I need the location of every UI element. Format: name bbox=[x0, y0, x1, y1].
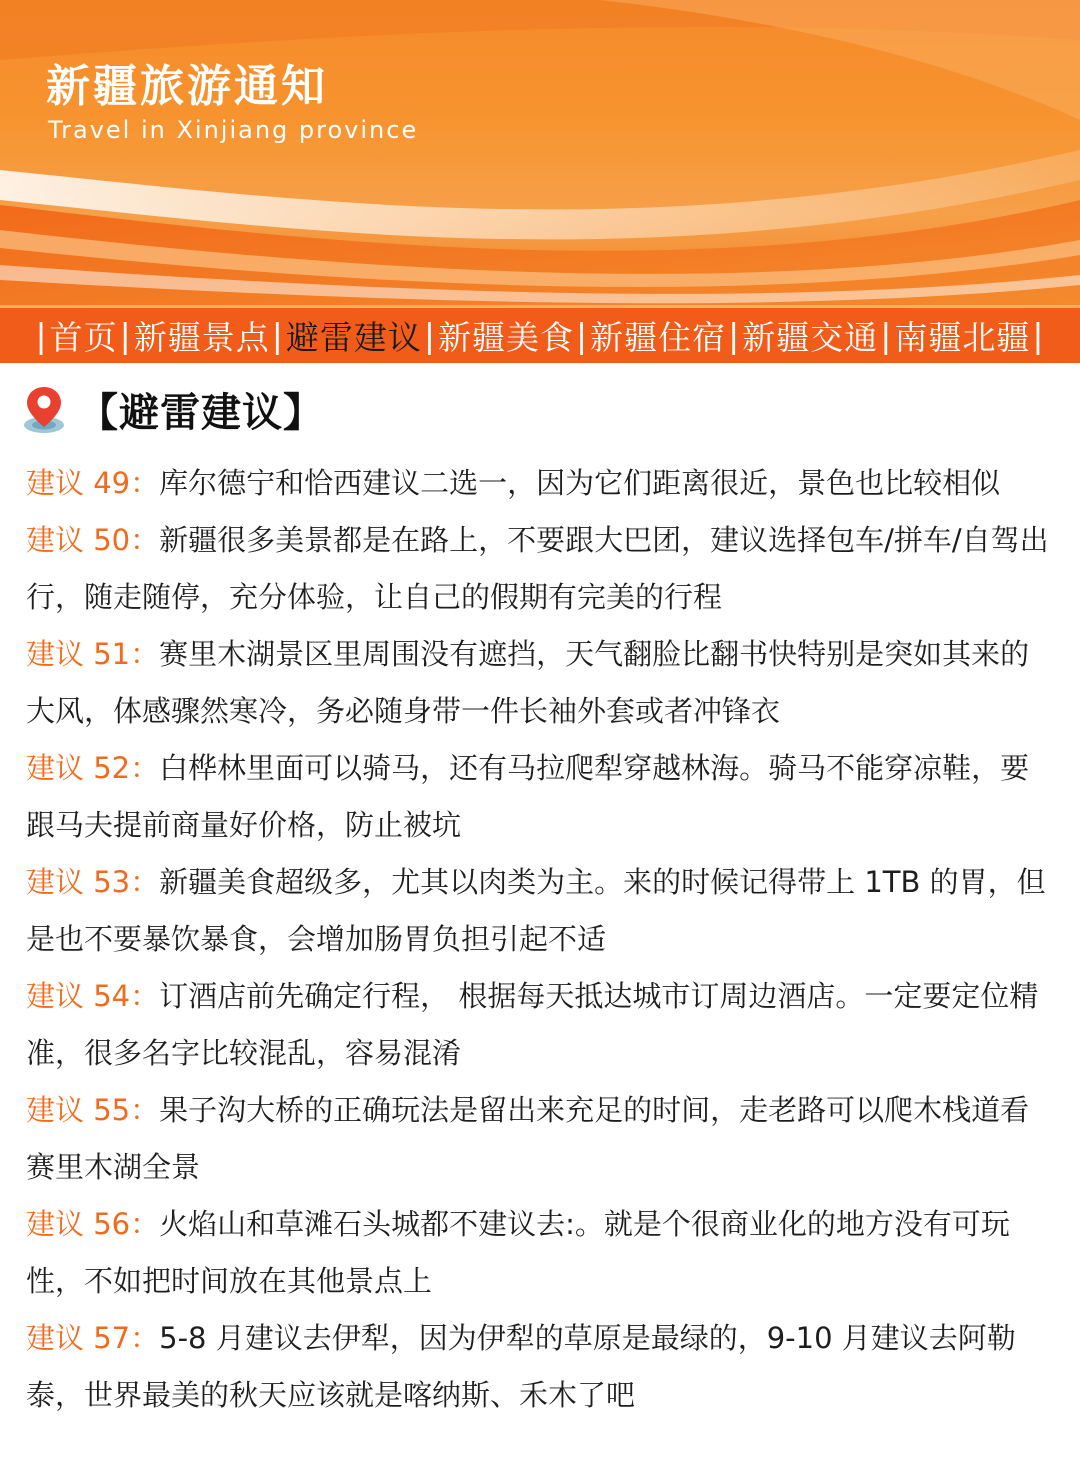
tip-item bbox=[26, 740, 1056, 854]
tip-label: 建议 57： bbox=[26, 1321, 160, 1355]
section-header bbox=[0, 363, 1080, 455]
nav-separator: | bbox=[1032, 316, 1045, 355]
tip-label: 建议 56： bbox=[26, 1207, 160, 1241]
nav-item-food[interactable]: 新疆美食 bbox=[438, 318, 574, 357]
nav-separator: | bbox=[35, 316, 48, 355]
tip-text: 火焰山和草滩石头城都不建议去:。就是个很商业化的地方没有可玩性，不如把时间放在其他景点上 bbox=[26, 1207, 1010, 1298]
banner-subtitle: Travel in Xinjiang province bbox=[48, 116, 419, 144]
tip-item bbox=[26, 854, 1056, 968]
tip-text: 订酒店前先确定行程， 根据每天抵达城市订周边酒店。一定要定位精准，很多名字比较混乱，容易混淆 bbox=[26, 979, 1039, 1070]
tip-text: 新疆很多美景都是在路上，不要跟大巴团，建议选择包车/拼车/自驾出行，随走随停，充分体验，让自己的假期有完美的行程 bbox=[26, 523, 1049, 614]
tip-text: 新疆美食超级多，尤其以肉类为主。来的时候记得带上 1TB 的胃，但是也不要暴饮暴食，会增加肠胃负担引起不适 bbox=[26, 865, 1046, 956]
nav-item-lodging[interactable]: 新疆住宿 bbox=[590, 318, 727, 357]
tip-label: 建议 50： bbox=[26, 523, 160, 557]
tips-list bbox=[0, 455, 1080, 1424]
nav-item-attractions[interactable]: 新疆景点 bbox=[133, 318, 270, 357]
tip-item bbox=[26, 1310, 1056, 1424]
tip-text: 赛里木湖景区里周围没有遮挡，天气翻脸比翻书快特别是突如其来的大风，体感骤然寒冷，务必随身带一件长袖外套或者冲锋衣 bbox=[26, 637, 1030, 728]
tip-item bbox=[26, 1196, 1056, 1310]
tip-text: 果子沟大桥的正确玩法是留出来充足的时间，走老路可以爬木栈道看赛里木湖全景 bbox=[26, 1093, 1030, 1184]
nav-separator: | bbox=[423, 316, 436, 355]
location-pin-icon bbox=[20, 383, 68, 435]
tip-label: 建议 51： bbox=[26, 637, 160, 671]
nav-item-home[interactable]: 首页 bbox=[49, 318, 118, 357]
tip-item bbox=[26, 1082, 1056, 1196]
nav-item-transport[interactable]: 新疆交通 bbox=[742, 318, 879, 357]
tip-text: 库尔德宁和恰西建议二选一，因为它们距离很近，景色也比较相似 bbox=[159, 466, 1001, 500]
nav-separator: | bbox=[576, 316, 589, 355]
banner-wave-decoration bbox=[0, 0, 1080, 305]
tip-label: 建议 52： bbox=[26, 751, 160, 785]
nav-separator: | bbox=[728, 316, 741, 355]
nav-separator: | bbox=[271, 316, 284, 355]
tip-label: 建议 54： bbox=[26, 979, 160, 1013]
nav-separator: | bbox=[119, 316, 132, 355]
tip-item bbox=[26, 512, 1056, 626]
tip-item bbox=[26, 968, 1056, 1082]
nav-item-avoid-tips[interactable]: 避雷建议 bbox=[285, 318, 422, 357]
nav-separator: | bbox=[880, 316, 893, 355]
tip-label: 建议 49： bbox=[26, 466, 160, 500]
nav-item-south-north[interactable]: 南疆北疆 bbox=[894, 318, 1031, 357]
tip-text: 白桦林里面可以骑马，还有马拉爬犁穿越林海。骑马不能穿凉鞋，要跟马夫提前商量好价格，防止被坑 bbox=[26, 751, 1030, 842]
tip-label: 建议 53： bbox=[26, 865, 160, 899]
banner-title: 新疆旅游通知 bbox=[46, 61, 328, 112]
section-title: 【避雷建议】 bbox=[78, 389, 324, 436]
tip-item bbox=[26, 455, 1056, 512]
top-nav bbox=[0, 305, 1080, 363]
tip-item bbox=[26, 626, 1056, 740]
tip-label: 建议 55： bbox=[26, 1093, 160, 1127]
tip-text: 5-8 月建议去伊犁，因为伊犁的草原是最绿的，9-10 月建议去阿勒泰，世界最美的秋天应该就是喀纳斯、禾木了吧 bbox=[26, 1321, 1016, 1412]
header-banner bbox=[0, 0, 1080, 305]
